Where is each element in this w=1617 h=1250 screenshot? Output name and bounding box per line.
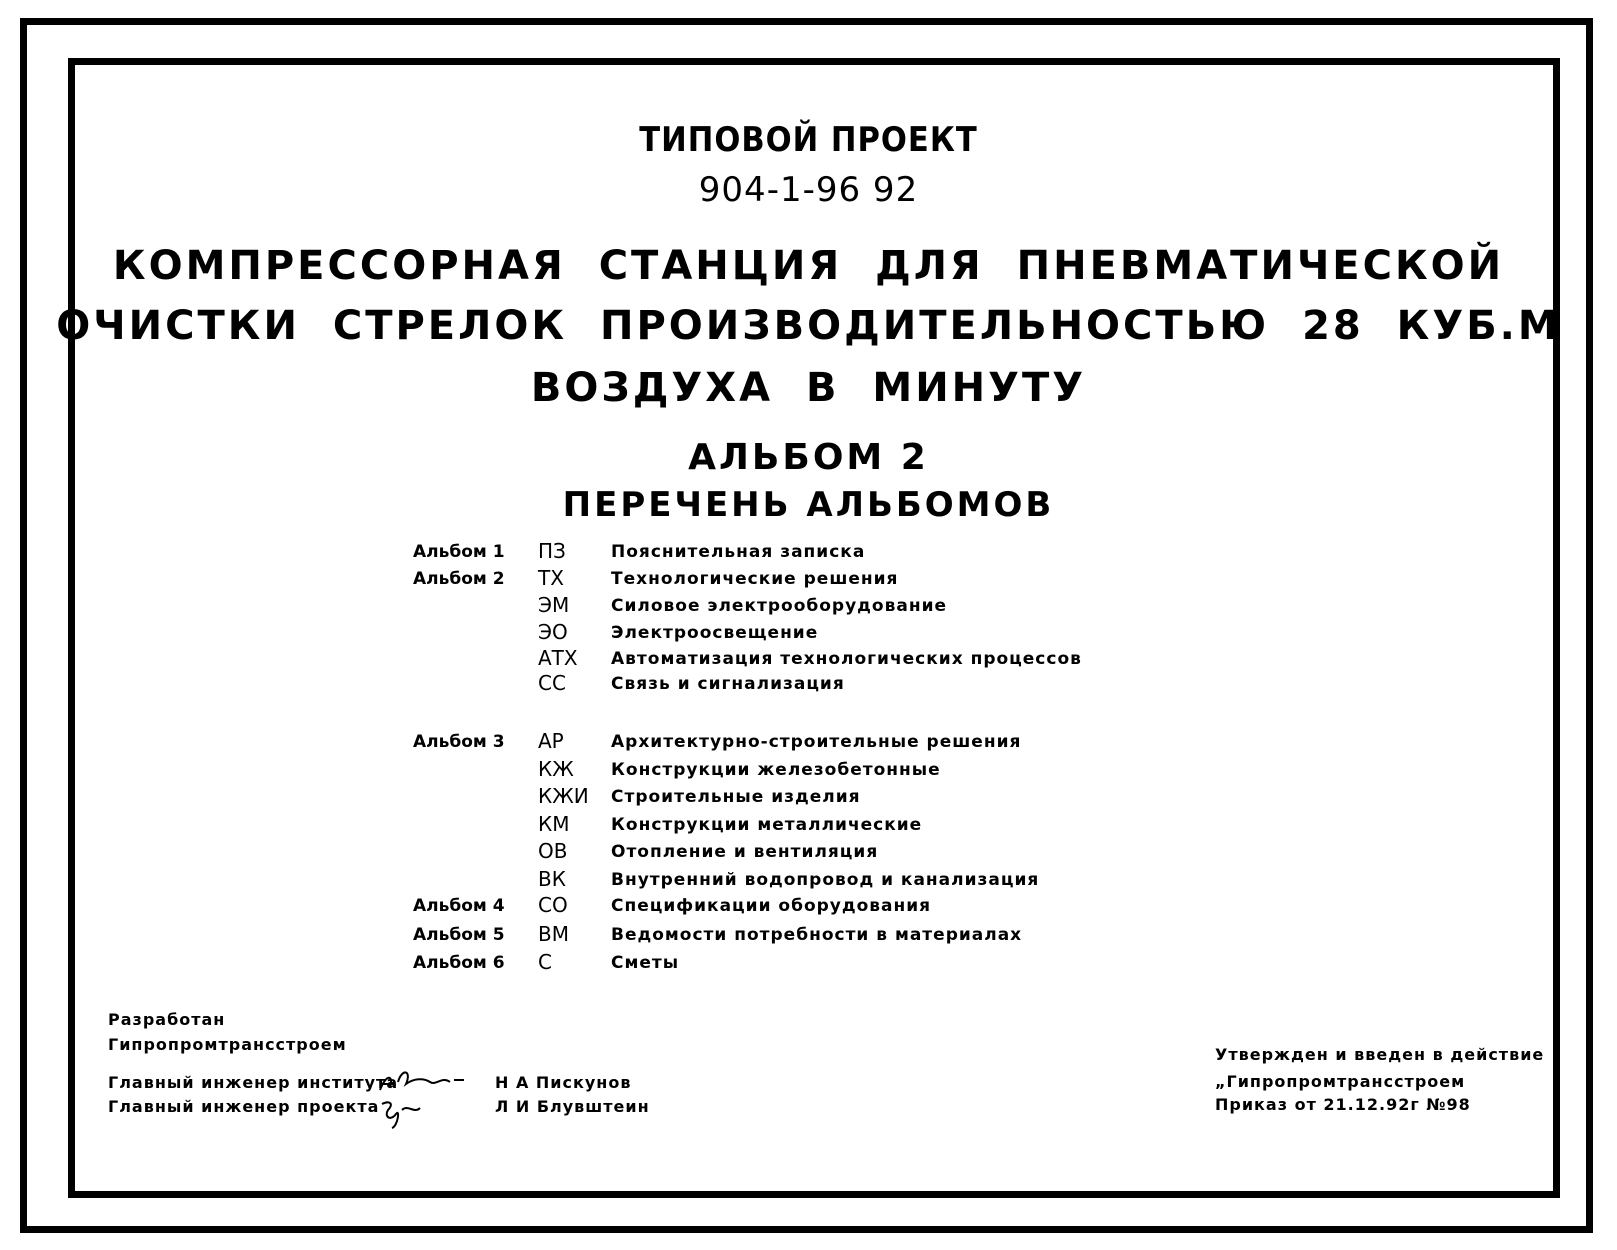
album-description: Спецификации оборудования [611,896,932,916]
album-description: Силовое электрооборудование [611,596,948,616]
title-line-2: ОЧИСТКИ СТРЕЛОК ПРОИЗВОДИТЕЛЬНОСТЬЮ 28 КУБ.М [56,303,1561,349]
approval-line-1: Утвержден и введен в действие [1215,1045,1545,1064]
album-list-title: ПЕРЕЧЕНЬ АЛЬБОМОВ [562,485,1055,525]
album-label: Альбом 2 [413,569,505,589]
album-description: Архитектурно-строительные решения [611,732,1022,752]
title-line-3: ВОЗДУХА В МИНУТУ [530,365,1087,411]
album-description: Строительные изделия [611,787,861,807]
developer-org: Гипропромтрансстроем [108,1035,347,1054]
role-chief-engineer-project: Главный инженер проекта [108,1097,380,1116]
album-code: ОВ [538,839,568,863]
album-description: Технологические решения [611,569,899,589]
album-heading: АЛЬБОМ 2 [688,437,929,478]
album-description: Сметы [611,953,680,973]
project-type-heading: ТИПОВОЙ ПРОЕКТ [639,120,978,160]
signature-bluvshtein [382,1102,420,1128]
album-description: Связь и сигнализация [611,674,845,694]
album-description: Электроосвещение [611,623,819,643]
album-code: С [538,950,552,974]
album-code: СО [538,893,568,917]
role-chief-engineer-institute: Главный инженер института [108,1073,399,1092]
album-code: ЭО [538,620,568,644]
signature-piskunov [380,1072,464,1090]
album-code: КЖ [538,757,574,781]
approval-order: Приказ от 21.12.92г №98 [1215,1095,1471,1114]
album-label: Альбом 3 [413,732,505,752]
approval-line-2: „Гипропромтрансстроем [1215,1072,1466,1091]
name-piskunov: Н А Пискунов [495,1073,632,1092]
album-code: КЖИ [538,784,589,808]
album-code: АР [538,729,564,753]
album-code: ПЗ [538,539,566,563]
album-code: ВМ [538,922,569,946]
album-label: Альбом 4 [413,896,505,916]
album-description: Конструкции металлические [611,815,923,835]
name-bluvshtein: Л И Блувштеин [495,1097,650,1116]
album-label: Альбом 5 [413,925,505,945]
album-code: КМ [538,812,570,836]
album-code: ТХ [538,566,564,590]
album-label: Альбом 6 [413,953,505,973]
album-description: Ведомости потребности в материалах [611,925,1023,945]
album-label: Альбом 1 [413,542,505,562]
signatures-image [372,1060,482,1130]
album-description: Внутренний водопровод и канализация [611,870,1040,890]
album-description: Автоматизация технологических процессов [611,649,1082,669]
project-number: 904-1-96 92 [698,170,919,210]
title-line-1: КОМПРЕССОРНАЯ СТАНЦИЯ ДЛЯ ПНЕВМАТИЧЕСКОЙ [112,243,1505,289]
album-description: Пояснительная записка [611,542,866,562]
developer-label: Разработан [108,1010,226,1029]
album-description: Конструкции железобетонные [611,760,941,780]
album-code: ВК [538,867,566,891]
album-code: ЭМ [538,593,570,617]
album-description: Отопление и вентиляция [611,842,879,862]
album-code: АТХ [538,646,578,670]
album-code: СС [538,671,566,695]
